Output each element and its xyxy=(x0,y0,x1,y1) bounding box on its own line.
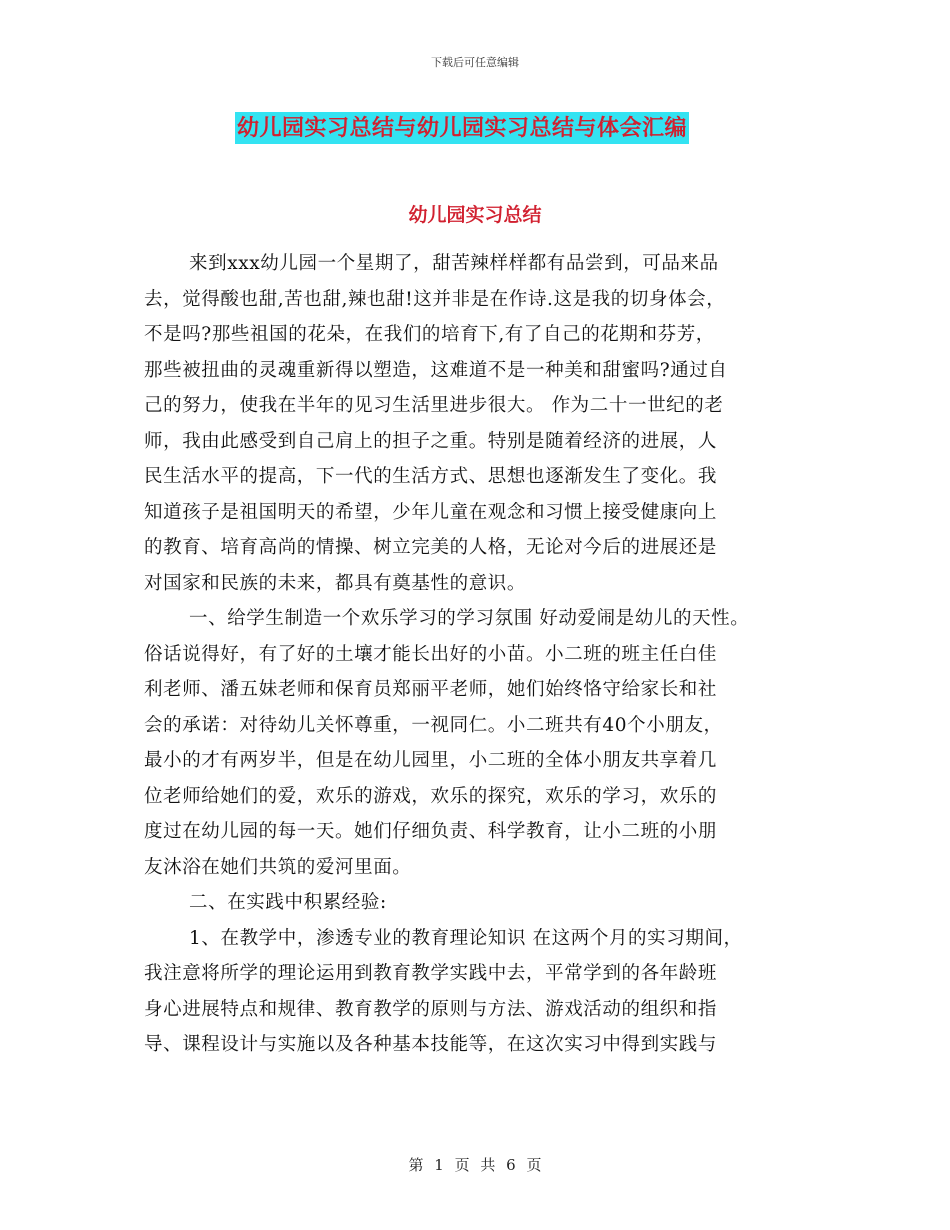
paragraph-line: 民生活水平的提高，下一代的生活方式、思想也逐渐发生了变化。我 xyxy=(144,466,718,487)
paragraph-line: 己的努力，使我在半年的见习生活里进步很大。 作为二十一世纪的老 xyxy=(144,395,724,416)
paragraph-line: 最小的才有两岁半，但是在幼儿园里，小二班的全体小朋友共享着几 xyxy=(144,750,718,771)
paragraph-line: 一、给学生制造一个欢乐学习的学习氛围 好动爱闹是幼儿的天性。 xyxy=(189,608,750,629)
paragraph-line: 的教育、培育高尚的情操、树立完美的人格，无论对今后的进展还是 xyxy=(144,537,718,558)
paragraph-line: 二、在实践中积累经验: xyxy=(189,892,387,913)
section-title: 幼儿园实习总结 xyxy=(408,204,542,226)
paragraph-line: 不是吗?那些祖国的花朵，在我们的培育下,有了自己的花期和芬芳， xyxy=(144,324,715,345)
paragraph-line: 身心进展特点和规律、教育教学的原则与方法、游戏活动的组织和指 xyxy=(144,998,718,1020)
paragraph-line: 利老师、潘五妹老师和保育员郑丽平老师，她们始终恪守给家长和社 xyxy=(144,679,718,700)
paragraph-line: 师，我由此感受到自己肩上的担子之重。特别是随着经济的进展，人 xyxy=(144,430,718,452)
paragraph-line: 友沐浴在她们共筑的爱河里面。 xyxy=(144,856,412,878)
paragraph-line: 导、课程设计与实施以及各种基本技能等，在这次实习中得到实践与 xyxy=(144,1034,718,1055)
paragraph-line: 会的承诺：对待幼儿关怀尊重，一视同仁。小二班共有40个小朋友， xyxy=(144,714,723,736)
paragraph-line: 位老师给她们的爱，欢乐的游戏，欢乐的探究，欢乐的学习，欢乐的 xyxy=(144,785,718,807)
paragraph-line: 知道孩子是祖国明天的希望，少年儿童在观念和习惯上接受健康向上 xyxy=(144,501,718,523)
page-header-note: 下载后可任意编辑 xyxy=(431,56,519,69)
paragraph-line: 1、在教学中，渗透专业的教育理论知识 在这两个月的实习期间， xyxy=(189,927,743,949)
body-text xyxy=(144,246,824,1063)
paragraph-line: 那些被扭曲的灵魂重新得以塑造，这难道不是一种美和甜蜜吗?通过自 xyxy=(144,359,728,381)
paragraph-line: 我注意将所学的理论运用到教育教学实践中去，平常学到的各年龄班 xyxy=(144,963,718,984)
paragraph-line: 来到xxx幼儿园一个星期了，甜苦辣样样都有品尝到，可品来品 xyxy=(189,253,719,274)
page-number-footer: 第 1 页 共 6 页 xyxy=(408,1156,542,1174)
paragraph-line: 去，觉得酸也甜,苦也甜,辣也甜!这并非是在作诗.这是我的切身体会， xyxy=(144,288,726,310)
document-title: 幼儿园实习总结与幼儿园实习总结与体会汇编 xyxy=(235,112,689,144)
paragraph-line: 俗话说得好，有了好的土壤才能长出好的小苗。小二班的班主任白佳 xyxy=(144,643,718,665)
paragraph-line: 对国家和民族的未来，都具有奠基性的意识。 xyxy=(144,572,527,594)
paragraph-line: 度过在幼儿园的每一天。她们仔细负责、科学教育，让小二班的小朋 xyxy=(144,821,718,842)
